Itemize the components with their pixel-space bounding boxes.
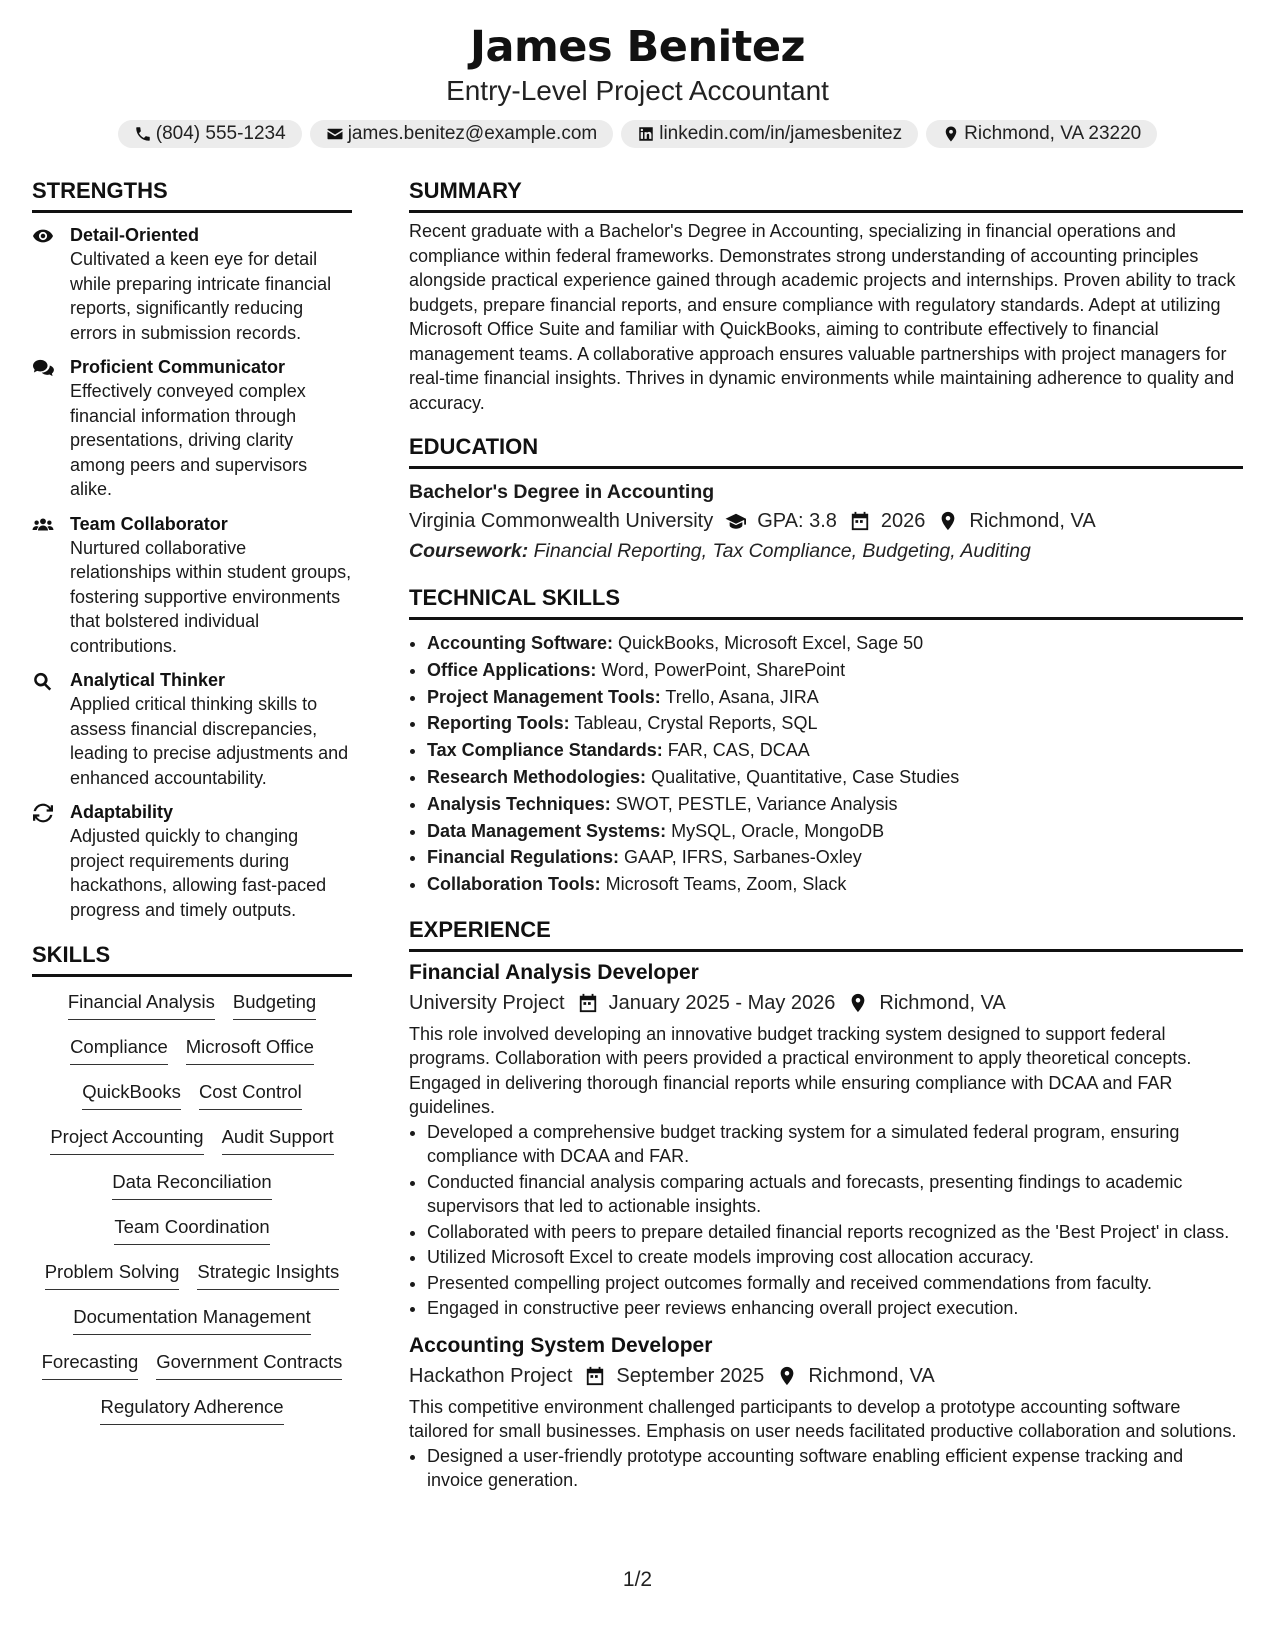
contact-email[interactable] <box>310 120 614 148</box>
job-organization: University Project <box>409 991 565 1014</box>
list-item: • Collaborated with peers to prepare detailed financial reports recognized as the 'Best Project' in class. <box>427 1220 1243 1245</box>
job-entry <box>409 1331 1243 1493</box>
skill-tag: Government Contracts <box>156 1349 342 1380</box>
list-item <box>427 871 1243 898</box>
skill-tag: Audit Support <box>222 1124 334 1155</box>
contact-linkedin[interactable] <box>621 120 918 148</box>
contact-phone[interactable] <box>118 120 302 148</box>
list-item <box>427 737 1243 764</box>
skill-values: QuickBooks, Microsoft Excel, Sage 50 <box>618 633 924 653</box>
contact-linkedin-text: linkedin.com/in/jamesbenitez <box>659 123 903 144</box>
skill-category: Research Methodologies: <box>427 766 647 787</box>
strength-description: Nurtured collaborative relationships within student groups, fostering supportive environments that bolstered individual contributions. <box>70 537 352 656</box>
skill-values: Trello, Asana, JIRA <box>665 686 819 707</box>
graduation-year: 2026 <box>880 510 926 532</box>
degree-title: Bachelor's Degree in Accounting <box>409 481 715 503</box>
magnifier-icon <box>32 671 54 691</box>
experience-heading: EXPERIENCE <box>409 915 1243 952</box>
skill-tag: Regulatory Adherence <box>100 1394 283 1425</box>
contact-location-text: Richmond, VA 23220 <box>964 123 1142 144</box>
skill-values: Word, PowerPoint, SharePoint <box>601 659 846 680</box>
eye-icon <box>32 226 54 246</box>
strength-title: Analytical Thinker <box>70 670 226 690</box>
skill-category: Financial Regulations: <box>427 847 620 868</box>
education-section <box>409 432 1243 566</box>
strength-item <box>32 355 352 502</box>
skill-tag: Forecasting <box>42 1349 139 1380</box>
job-location: Richmond, VA <box>879 991 1006 1014</box>
strength-description: Applied critical thinking skills to assess financial discrepancies, leading to precise adjustments and enhanced accountability. <box>70 694 349 788</box>
strength-item <box>32 512 352 659</box>
skill-tag: Documentation Management <box>73 1304 311 1335</box>
gpa: GPA: 3.8 <box>757 510 837 532</box>
contact-location <box>926 120 1157 148</box>
job-description: This role involved developing an innovative budget tracking system designed to support federal programs. Collaboration with peers provided a practical environment to apply theoretical concepts. Engaged in delivering thorough financial reports while ensuring compliance with DCAA and FAR guidelines. <box>409 1023 1192 1118</box>
sync-icon <box>32 803 54 823</box>
skill-category: Accounting Software: <box>427 633 614 653</box>
envelope-icon <box>326 125 344 143</box>
list-item <box>427 630 1243 657</box>
job-location: Richmond, VA <box>808 1364 935 1387</box>
skill-tag: Problem Solving <box>45 1259 180 1290</box>
skill-values: SWOT, PESTLE, Variance Analysis <box>615 793 898 814</box>
job-meta <box>409 1361 1243 1391</box>
skill-values: Microsoft Teams, Zoom, Slack <box>605 874 847 895</box>
job-organization: Hackathon Project <box>409 1364 573 1387</box>
strength-description: Adjusted quickly to changing project requirements during hackathons, allowing fast-paced progress and timely outputs. <box>70 826 327 920</box>
coursework-list: Financial Reporting, Tax Compliance, Budgeting, Auditing <box>533 540 1031 562</box>
calendar-icon <box>584 1366 606 1386</box>
graduation-cap-icon <box>725 511 747 531</box>
list-item <box>427 764 1243 791</box>
calendar-icon <box>577 993 599 1013</box>
skill-tag: QuickBooks <box>82 1079 181 1110</box>
strengths-heading: STRENGTHS <box>32 176 352 213</box>
skill-category: Collaboration Tools: <box>427 874 601 895</box>
list-item: • Developed a comprehensive budget tracking system for a simulated federal program, ensuring compliance with DCAA and FAR. <box>427 1120 1243 1169</box>
skill-values: Qualitative, Quantitative, Case Studies <box>651 766 960 787</box>
contact-bar <box>0 120 1275 148</box>
skill-tag: Data Reconciliation <box>112 1169 271 1200</box>
list-item <box>427 791 1243 818</box>
map-pin-icon <box>776 1366 798 1386</box>
left-column <box>32 176 352 1439</box>
education-heading: EDUCATION <box>409 432 1243 469</box>
skill-values: MySQL, Oracle, MongoDB <box>671 820 885 841</box>
strength-title: Adaptability <box>70 802 174 822</box>
technical-skills-heading: TECHNICAL SKILLS <box>409 583 1243 620</box>
users-icon <box>32 515 54 535</box>
job-meta <box>409 988 1243 1018</box>
page-number: 1/2 <box>622 1568 653 1591</box>
job-title: Financial Analysis Developer <box>409 960 699 984</box>
job-entry <box>409 958 1243 1321</box>
skill-category: Data Management Systems: <box>427 820 667 841</box>
job-dates: January 2025 - May 2026 <box>608 991 836 1014</box>
skill-tag: Financial Analysis <box>68 989 215 1020</box>
skill-category: Tax Compliance Standards: <box>427 740 663 761</box>
chat-bubbles-icon <box>32 358 54 378</box>
list-item <box>427 818 1243 845</box>
job-bullets <box>409 1120 1243 1321</box>
skill-tag: Project Accounting <box>50 1124 203 1155</box>
list-item <box>427 844 1243 871</box>
job-dates: September 2025 <box>616 1364 765 1387</box>
phone-icon <box>134 125 152 143</box>
strength-item <box>32 668 352 790</box>
contact-email-text: james.benitez@example.com <box>347 123 598 144</box>
linkedin-icon <box>637 125 655 143</box>
technical-skills-section <box>409 583 1243 898</box>
skill-tag: Team Coordination <box>114 1214 269 1245</box>
education-meta <box>409 506 1243 536</box>
strength-title: Team Collaborator <box>70 513 228 534</box>
right-column <box>409 176 1243 1494</box>
job-title: Accounting System Developer <box>409 1333 713 1357</box>
strength-title: Detail-Oriented <box>70 225 200 245</box>
list-item: • Utilized Microsoft Excel to create models improving cost allocation accuracy. <box>427 1245 1243 1270</box>
strength-description: Cultivated a keen eye for detail while preparing intricate financial reports, significantly reducing errors in submission records. <box>70 249 332 343</box>
summary-text: Recent graduate with a Bachelor's Degree in Accounting, specializing in financial operations and compliance within federal frameworks. Demonstrates strong understanding of accounting principles alongside practical experience gained through academic projects and internships. Proven ability to track budgets, prepare financial reports, and ensure compliance with regulatory standards. Adept at utilizing Microsoft Office Suite and familiar with QuickBooks, aiming to contribute effectively to financial management teams. A collaborative approach ensures valuable partnerships with project managers for real-time financial insights. Thrives in dynamic environments while maintaining adherence to quality and accuracy. <box>409 221 1236 413</box>
map-pin-icon <box>942 125 960 143</box>
candidate-name: James Benitez <box>469 22 806 72</box>
strength-description: Effectively conveyed complex financial information through presentations, driving clarity among peers and supervisors alike. <box>70 381 308 499</box>
strength-item <box>32 800 352 922</box>
school-name: Virginia Commonwealth University <box>409 510 714 532</box>
list-item: • Conducted financial analysis comparing actuals and forecasts, presenting findings to academic supervisors that led to actionable insights. <box>427 1170 1243 1219</box>
resume-header <box>0 18 1275 148</box>
list-item <box>427 710 1243 737</box>
job-bullets <box>409 1444 1243 1493</box>
skill-tag: Strategic Insights <box>197 1259 339 1290</box>
skill-category: Office Applications: <box>427 659 597 680</box>
list-item: • Designed a user-friendly prototype accounting software enabling efficient expense tracking and invoice generation. <box>427 1444 1243 1493</box>
calendar-icon <box>849 511 871 531</box>
list-item <box>427 684 1243 711</box>
skill-category: Analysis Techniques: <box>427 793 611 814</box>
skill-tag: Microsoft Office <box>186 1034 314 1065</box>
skills-section <box>32 940 352 1439</box>
contact-phone-text: (804) 555-1234 <box>155 123 286 144</box>
skills-heading: SKILLS <box>32 940 352 977</box>
skill-category: Reporting Tools: <box>427 713 570 734</box>
experience-section <box>409 915 1243 1493</box>
skill-category: Project Management Tools: <box>427 686 661 707</box>
skill-tag-cloud <box>32 989 352 1439</box>
skill-values: GAAP, IFRS, Sarbanes-Oxley <box>624 847 862 868</box>
skill-values: Tableau, Crystal Reports, SQL <box>574 713 818 734</box>
map-pin-icon <box>847 993 869 1013</box>
technical-skills-list <box>409 630 1243 898</box>
list-item: • Engaged in constructive peer reviews enhancing overall project execution. <box>427 1296 1243 1321</box>
list-item: • Presented compelling project outcomes formally and received commendations from faculty. <box>427 1271 1243 1296</box>
skill-tag: Compliance <box>70 1034 168 1065</box>
list-item <box>427 657 1243 684</box>
candidate-headline: Entry-Level Project Accountant <box>446 75 829 106</box>
summary-section <box>409 176 1243 415</box>
strength-title: Proficient Communicator <box>70 357 286 377</box>
coursework <box>409 536 1243 566</box>
skill-tag: Budgeting <box>233 989 316 1020</box>
summary-heading: SUMMARY <box>409 176 1243 213</box>
strengths-list <box>32 223 352 922</box>
map-pin-icon <box>937 511 959 531</box>
skill-tag: Cost Control <box>199 1079 302 1110</box>
coursework-label: Coursework: <box>409 540 529 562</box>
skill-values: FAR, CAS, DCAA <box>667 740 810 761</box>
strength-item <box>32 223 352 345</box>
job-description: This competitive environment challenged participants to develop a prototype accounting software tailored for small businesses. Emphasis on user needs facilitated productive collaboration and solutions. <box>409 1396 1237 1442</box>
education-location: Richmond, VA <box>969 510 1096 532</box>
